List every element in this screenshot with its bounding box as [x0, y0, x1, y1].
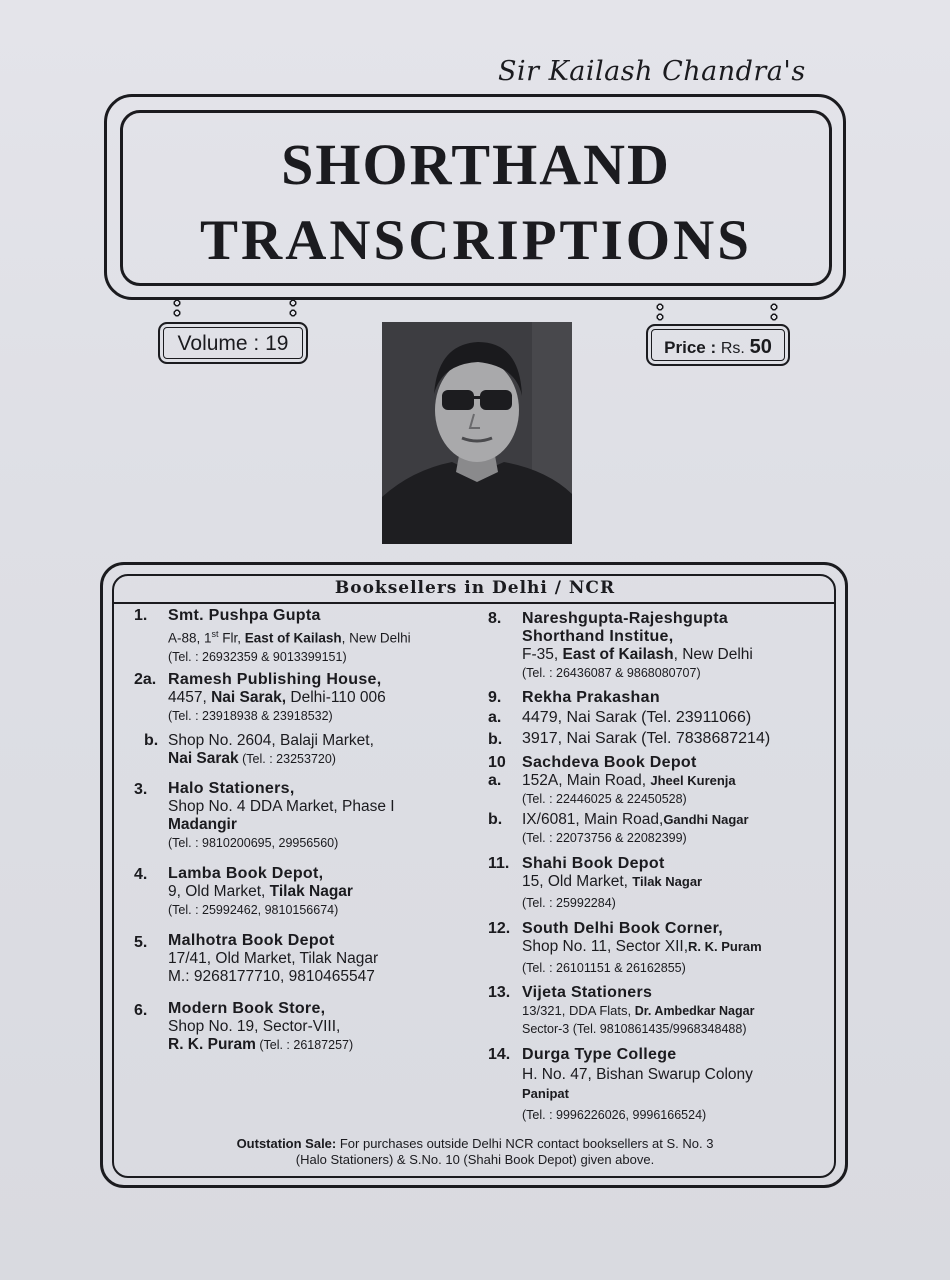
price-currency: Rs.: [720, 340, 745, 357]
bookseller-branch-a: 4479, Nai Sarak (Tel. 23911066): [522, 709, 752, 726]
title-frame: [120, 110, 832, 286]
price-amount: 50: [749, 336, 772, 358]
bookseller-entry-12: [522, 920, 762, 977]
bookseller-entry-1: [168, 607, 411, 666]
bookseller-entry-11: [522, 855, 702, 912]
entry-number: 3.: [134, 781, 148, 798]
bookseller-address: H. No. 47, Bishan Swarup Colony: [522, 1066, 753, 1083]
branch-label: a.: [488, 709, 502, 726]
bookseller-name: Halo Stationers,: [168, 780, 295, 797]
bookseller-address: 17/41, Old Market, Tilak Nagar: [168, 950, 379, 967]
bookseller-tel: (Tel. : 22073756 & 22082399): [522, 831, 687, 845]
bookseller-address: 15, Old Market, Tilak Nagar: [522, 873, 703, 890]
bookseller-address: A-88, 1st Flr, East of Kailash, New Delhi: [168, 629, 411, 646]
bookseller-entry-4: [168, 865, 353, 919]
entry-number: 6.: [134, 1002, 148, 1019]
bookseller-tel: (Tel. : 9810200695, 29956560): [168, 836, 339, 850]
bookseller-branch-a: 152A, Main Road, Jheel Kurenja: [522, 772, 736, 789]
bookseller-name: Sachdeva Book Depot: [522, 754, 697, 771]
bookseller-name: Malhotra Book Depot: [168, 932, 335, 949]
entry-number: b.: [144, 732, 159, 749]
bookseller-place: R. K. Puram (Tel. : 26187257): [168, 1036, 354, 1053]
bookseller-tel: (Tel. : 26932359 & 9013399151): [168, 649, 347, 664]
bookseller-entry-2a: [168, 671, 386, 725]
bookseller-entry-8: [522, 610, 753, 682]
bookseller-address: 13/321, DDA Flats, Dr. Ambedkar Nagar: [522, 1003, 755, 1018]
bookseller-place: Nai Sarak (Tel. : 23253720): [168, 750, 336, 767]
price-tag: [646, 324, 790, 366]
author-portrait-icon: [382, 322, 572, 544]
entry-number: 2a.: [134, 671, 157, 688]
heading-divider: [114, 602, 834, 604]
bookseller-address: 4457, Nai Sarak, Delhi-110 006: [168, 689, 386, 706]
entry-number: 14.: [488, 1046, 511, 1063]
bookseller-entry-5: [168, 932, 378, 986]
left-chain-icon: [173, 298, 181, 318]
bookseller-branch-b: 3917, Nai Sarak (Tel. 7838687214): [522, 730, 771, 747]
entry-number: 13.: [488, 984, 511, 1001]
bookseller-name: Shahi Book Depot: [522, 855, 665, 872]
bookseller-entry-14: [522, 1046, 753, 1124]
outstation-label: Outstation Sale:: [236, 1136, 337, 1151]
bookseller-address: Shop No. 2604, Balaji Market,: [168, 732, 374, 749]
booksellers-heading: Booksellers in Delhi / NCR: [334, 578, 616, 598]
author-photo: [382, 322, 572, 544]
bookseller-name: Durga Type College: [522, 1046, 677, 1063]
bookseller-name: Vijeta Stationers: [522, 984, 653, 1001]
bookseller-tel: (Tel. : 25992284): [522, 896, 616, 910]
entry-number: 12.: [488, 920, 511, 937]
right-chain-icon: [770, 302, 778, 322]
bookseller-name: Nareshgupta-Rajeshgupta: [522, 610, 729, 627]
bookseller-address: Shop No. 19, Sector-VIII,: [168, 1018, 341, 1035]
right-chain-icon: [656, 302, 664, 322]
entry-number: 11.: [488, 855, 510, 872]
branch-label: a.: [488, 772, 502, 789]
entry-number: 5.: [134, 934, 148, 951]
bookseller-branch-b: IX/6081, Main Road,Gandhi Nagar: [522, 811, 749, 828]
bookseller-tel: (Tel. : 23918938 & 23918532): [168, 709, 333, 723]
bookseller-address: Shop No. 11, Sector XII,R. K. Puram: [522, 938, 762, 955]
bookseller-address: 9, Old Market, Tilak Nagar: [168, 883, 353, 900]
branch-label: b.: [488, 731, 503, 748]
entry-number: 9.: [488, 689, 502, 706]
entry-number: 1.: [134, 607, 148, 624]
bookseller-tel: (Tel. : 26101151 & 26162855): [522, 961, 686, 975]
outstation-text-1: For purchases outside Delhi NCR contact booksellers at S. No. 3: [336, 1136, 714, 1151]
bookseller-name: Rekha Prakashan: [522, 689, 660, 706]
bookseller-entry-13: [522, 984, 754, 1038]
bookseller-place: Madangir: [168, 816, 237, 833]
bookseller-name: Ramesh Publishing House,: [168, 671, 382, 688]
branch-label: b.: [488, 811, 503, 828]
bookseller-entry-10: [522, 754, 749, 847]
left-chain-icon: [289, 298, 297, 318]
outstation-note: [150, 1136, 800, 1168]
bookseller-address: Shop No. 4 DDA Market, Phase I: [168, 798, 395, 815]
entry-number: 8.: [488, 610, 502, 627]
bookseller-entry-6: [168, 1000, 353, 1054]
bookseller-tel: Sector-3 (Tel. 9810861435/9968348488): [522, 1022, 747, 1036]
volume-tag: Volume : 19: [158, 322, 308, 364]
bookseller-place: Panipat: [522, 1086, 569, 1101]
bookseller-name: Modern Book Store,: [168, 1000, 326, 1017]
price-label: Price :: [664, 338, 717, 357]
bookseller-name: Smt. Pushpa Gupta: [168, 607, 321, 624]
bookseller-name-line-2: Shorthand Institue,: [522, 628, 674, 645]
bookseller-entry-9: [522, 689, 770, 749]
entry-number: 10: [488, 754, 506, 771]
bookseller-entry-2b: [168, 732, 374, 768]
title-line-2: TRANSCRIPTIONS: [200, 209, 752, 272]
entry-number: 4.: [134, 866, 148, 883]
author-name: Sir Kailash Chandra's: [498, 56, 806, 87]
bookseller-name: South Delhi Book Corner,: [522, 920, 723, 937]
bookseller-tel: (Tel. : 25992462, 9810156674): [168, 903, 339, 917]
bookseller-name: Lamba Book Depot,: [168, 865, 324, 882]
outstation-text-2: (Halo Stationers) & S.No. 10 (Shahi Book Depot) given above.: [295, 1152, 655, 1167]
bookseller-entry-3: [168, 780, 395, 852]
bookseller-tel: (Tel. : 22446025 & 22450528): [522, 792, 687, 806]
title-line-1: SHORTHAND: [281, 132, 671, 197]
bookseller-address: F-35, East of Kailash, New Delhi: [522, 646, 753, 663]
bookseller-mobile: M.: 9268177710, 9810465547: [168, 968, 375, 985]
bookseller-tel: (Tel. : 26436087 & 9868080707): [522, 666, 701, 680]
bookseller-tel: (Tel. : 9996226026, 9996166524): [522, 1108, 707, 1122]
